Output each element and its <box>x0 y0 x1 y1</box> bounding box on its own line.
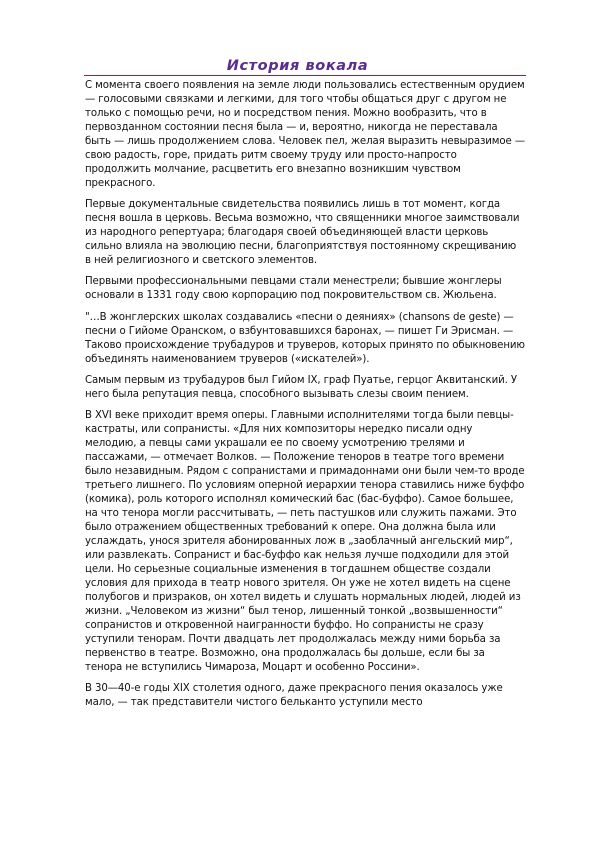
paragraph-3: Первыми профессиональными певцами стали менестрели; бывшие жонглеры основали в 1331 году свою корпорацию под покровительством св. Жюльена. <box>85 276 502 302</box>
paragraph-4: "…В жонглерских школах создавались «песни о деяниях» (chansons de geste) — песни о Гийоме Оранском, о взбунтовавшихся баронах, — пишет Ги Эрисман. — Таково происхождение трубадуров и труверов, которых принято по обыкновению объединять наименованием труверов («искателей»). <box>85 311 525 365</box>
page-title: История вокала <box>226 58 369 74</box>
document-body <box>85 79 525 717</box>
paragraph-2: Первые документальные свидетельства появились лишь в тот момент, когда песня вошла в церковь. Весьма возможно, что священники многое заимствовали из народного репертуара; благодаря своей объединяющей власти церковь сильно влияла на эволюцию песни, благоприятствуя постоянному скрещиванию в ней религиозного и светского элементов. <box>85 199 520 267</box>
paragraph-1: С момента своего появления на земле люди пользовались естественным орудием — голосовыми связками и легкими, для того чтобы общаться друг с другом не только с помощью речи, но и посредством пения. Можно вообразить, что в первозданном состоянии песня была — и, вероятно, никогда не переставала быть — лишь продолжением слова. Человек пел, желая выразить невыразимое — свою радость, горе, придать ритм своему труду или просто-напросто продолжить молчание, расцветить его внезапно возникшим чувством прекрасного. <box>85 80 525 189</box>
title-underline <box>84 75 526 76</box>
paragraph-7: В 30—40-е годы XIX столетия одного, даже прекрасного пения оказалось уже мало, — так представители чистого бельканто уступили место <box>85 683 503 709</box>
paragraph-5: Самым первым из трубадуров был Гийом IX, граф Пуатье, герцог Аквитанский. У него была репутация певца, способного вызывать слезы своим пением. <box>85 374 518 400</box>
paragraph-6: В XVI веке приходит время оперы. Главными исполнителями тогда были певцы-кастраты, или сопранисты. «Для них композиторы нередко писали одну мелодию, а певцы сами украшали ее по своему усмотрению трелями и пассажами, — отмечает Волков. — Положение теноров в театре того времени было незавидным. Рядом с сопранистами и примадоннами они были чем-то вроде третьего лишнего. По условиям оперной иерархии тенора ставились ниже буффо (комика), роль которого исполнял комический бас (бас-буффо). Самое большее, на что тенора могли рассчитывать, — петь пастушков или служить пажами. Это было отражением общественных требований к опере. Она должна была или услаждать, унося зрителя абонированных лож в „заоблачный ангельский мир“, или развлекать. Сопранист и бас-буффо как нельзя лучше подходили для этой цели. Но серьезные социальные изменения в тогдашнем обществе создали условия для прихода в театр нового зрителя. Он уже не хотел видеть на сцене полубогов и призраков, он хотел видеть и слушать нормальных людей, людей из жизни. „Человеком из жизни“ был тенор, лишенный тонкой „возвышенности“ сопранистов и откровенной наигранности буффо. Но сопранисты не сразу уступили тенорам. Почти двадцать лет продолжалась между ними борьба за первенство в театре. Возможно, она продолжалась бы дольше, если бы за тенора не вступились Чимароза, Моцарт и особенно Россини». <box>85 409 525 673</box>
